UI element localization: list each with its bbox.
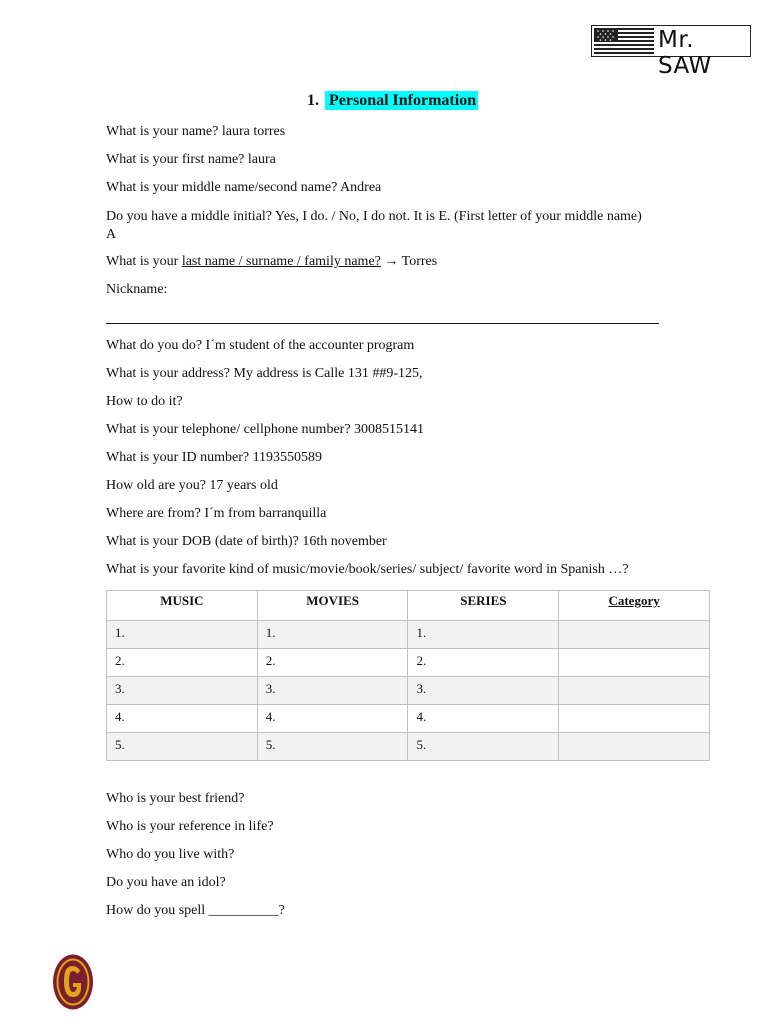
last-name-underlined: last name / surname / family name? [181,254,381,269]
table-cell[interactable]: 2. [107,649,258,677]
table-cell[interactable] [559,733,710,761]
section-title: Personal Information [325,91,478,110]
table-cell[interactable]: 1. [257,621,408,649]
section-number: 1. [307,92,319,109]
question-how-to: How to do it? [106,394,183,409]
question-nickname: Nickname: [106,282,168,297]
header-logo [591,25,751,79]
question-idol: Do you have an idol? [106,875,226,890]
table-header-row [107,591,710,621]
table-cell[interactable]: 4. [408,705,559,733]
last-name-prefix: What is your [106,254,182,269]
question-telephone: What is your telephone/ cellphone number? 3008515141 [106,422,425,437]
question-origin: Where are from? I´m from barranquilla [106,506,327,521]
column-header-music: MUSIC [107,591,258,621]
question-occupation: What do you do? I´m student of the accounter program [106,338,415,353]
question-reference: Who is your reference in life? [106,819,274,834]
table-cell[interactable]: 5. [408,733,559,761]
nickname-answer-line [106,323,659,324]
question-address: What is your address? My address is Calle 131 ##9-125, [106,366,423,381]
table-cell[interactable] [559,621,710,649]
column-header-series: SERIES [408,591,559,621]
table-cell[interactable]: 3. [107,677,258,705]
table-cell[interactable] [559,649,710,677]
question-dob: What is your DOB (date of birth)? 16th november [106,534,387,549]
table-row [107,677,710,705]
table-cell[interactable]: 3. [257,677,408,705]
question-middle-name: What is your middle name/second name? Andrea [106,180,382,195]
us-flag-icon [594,28,654,54]
answer-middle-initial: A [106,227,117,242]
table-cell[interactable]: 1. [107,621,258,649]
question-spell: How do you spell __________? [106,903,285,918]
last-name-suffix: → Torres [380,254,438,269]
column-header-movies: MOVIES [257,591,408,621]
question-name: What is your name? laura torres [106,124,286,139]
table-cell[interactable]: 4. [107,705,258,733]
table-cell[interactable]: 4. [257,705,408,733]
question-age: How old are you? 17 years old [106,478,278,493]
table-cell[interactable]: 2. [408,649,559,677]
section-heading [307,92,478,110]
table-cell[interactable]: 3. [408,677,559,705]
table-row [107,649,710,677]
table-cell[interactable]: 5. [257,733,408,761]
table-cell[interactable] [559,705,710,733]
school-seal-icon [52,953,94,1011]
table-row [107,621,710,649]
table-cell[interactable]: 2. [257,649,408,677]
logo-text: Mr. SAW [658,27,712,79]
column-header-category: Category [559,591,710,621]
table-cell[interactable] [559,677,710,705]
table-row [107,733,710,761]
table-cell[interactable]: 1. [408,621,559,649]
question-first-name: What is your first name? laura [106,152,276,167]
question-last-name [106,254,437,270]
question-middle-initial: Do you have a middle initial? Yes, I do. / No, I do not. It is E. (First letter of your middle name) [106,209,642,224]
question-favorites: What is your favorite kind of music/movie/book/series/ subject/ favorite word in Spanish …? [106,562,629,577]
table-row [107,705,710,733]
question-best-friend: Who is your best friend? [106,791,245,806]
question-id-number: What is your ID number? 1193550589 [106,450,323,465]
question-live-with: Who do you live with? [106,847,235,862]
table-cell[interactable]: 5. [107,733,258,761]
favorites-table [106,590,710,761]
